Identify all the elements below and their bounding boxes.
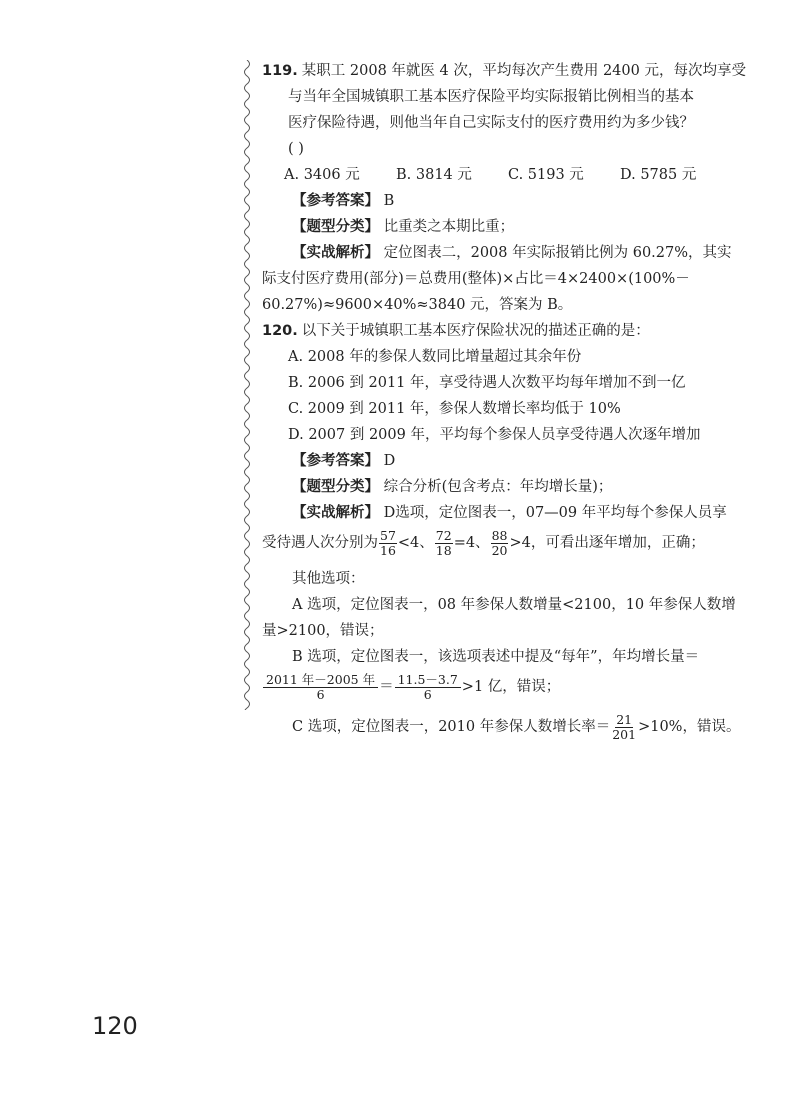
analysis-text: B 选项，定位图表一，该选项表述中提及“每年”，年均增长量＝: [292, 649, 700, 665]
analysis-text: 60.27%)≈9600×40%≈3840 元，答案为 B。: [262, 297, 573, 313]
fraction-denominator: 201: [612, 726, 637, 742]
fraction-numerator: 21: [616, 711, 633, 727]
question-text: 与当年全国城镇职工基本医疗保险平均实际报销比例相当的基本: [288, 89, 694, 105]
fraction-numerator: 2011 年－2005 年: [263, 673, 378, 688]
analysis-text: D选项，定位图表一，07—09 年平均每个参保人员享: [383, 505, 727, 521]
other-options-label: 其他选项：: [292, 571, 365, 587]
analysis-text: =4、: [453, 535, 490, 551]
fraction: [395, 673, 461, 702]
option-b: B. 2006 到 2011 年，享受待遇人次数平均每年增加不到一亿: [288, 375, 686, 391]
question-content: [262, 58, 746, 744]
fraction-denominator: 6: [316, 686, 325, 702]
fraction: [435, 529, 453, 558]
type-value: 综合分析(包含考点：年均增长量)；: [383, 479, 613, 495]
fraction-denominator: 6: [423, 686, 432, 702]
fraction: [263, 673, 378, 702]
question-text: 医疗保险待遇，则他当年自己实际支付的医疗费用约为多少钱？: [288, 115, 694, 131]
question-119: [262, 58, 746, 318]
option-c: C. 2009 到 2011 年，参保人数增长率均低于 10%: [288, 401, 621, 417]
answer-value: B: [383, 193, 395, 209]
type-value: 比重类之本期比重；: [383, 219, 515, 235]
fraction: [379, 529, 397, 558]
answer-tag: 【参考答案】: [292, 453, 379, 469]
analysis-text: 定位图表二，2008 年实际报销比例为 60.27%，其实: [383, 245, 732, 261]
wavy-margin-line: [240, 60, 254, 710]
fraction-numerator: 72: [435, 527, 452, 543]
analysis-text: >1 亿，错误；: [461, 679, 561, 695]
analysis-text: 受待遇人次分别为: [262, 535, 378, 551]
fraction: [491, 529, 509, 558]
fraction-numerator: 88: [491, 527, 508, 543]
analysis-text: <4、: [397, 535, 434, 551]
analysis-text: C 选项，定位图表一，2010 年参保人数增长率＝: [292, 719, 611, 735]
page-number: 120: [92, 1012, 138, 1040]
option-list: [262, 162, 732, 188]
option-d: D. 2007 到 2009 年，平均每个参保人员享受待遇人次逐年增加: [288, 427, 701, 443]
question-text: 以下关于城镇职工基本医疗保险状况的描述正确的是：: [301, 323, 650, 339]
option-a: A. 2008 年的参保人数同比增量超过其余年份: [288, 349, 582, 365]
question-text: 某职工 2008 年就医 4 次，平均每次产生费用 2400 元，每次均享受: [301, 63, 746, 79]
analysis-text: ＝: [379, 679, 394, 695]
analysis-tag: 【实战解析】: [292, 505, 379, 521]
type-tag: 【题型分类】: [292, 479, 379, 495]
fraction-numerator: 11.5－3.7: [395, 673, 461, 688]
type-tag: 【题型分类】: [292, 219, 379, 235]
answer-value: D: [383, 453, 396, 469]
option-c: C. 5193 元: [508, 167, 584, 183]
fraction-numerator: 57: [380, 527, 396, 543]
fraction-denominator: 20: [491, 542, 508, 558]
fraction: [611, 713, 637, 742]
analysis-text: A 选项，定位图表一，08 年参保人数增量<2100，10 年参保人数增: [292, 597, 736, 613]
answer-blank: ( ): [288, 141, 304, 157]
analysis-text: 际支付医疗费用(部分)＝总费用(整体)×占比＝4×2400×(100%－: [262, 271, 690, 287]
answer-tag: 【参考答案】: [292, 193, 379, 209]
analysis-tag: 【实战解析】: [292, 245, 379, 261]
analysis-text: >10%，错误。: [638, 719, 741, 735]
option-b: B. 3814 元: [396, 167, 472, 183]
fraction-denominator: 16: [380, 542, 396, 558]
question-number: 120.: [262, 323, 298, 339]
option-d: D. 5785 元: [620, 167, 697, 183]
fraction-denominator: 18: [435, 542, 452, 558]
analysis-text: >4，可看出逐年增加，正确；: [509, 535, 705, 551]
question-120: [262, 318, 741, 744]
option-a: A. 3406 元: [284, 167, 360, 183]
analysis-text: 量>2100，错误；: [262, 623, 384, 639]
question-number: 119.: [262, 63, 298, 79]
